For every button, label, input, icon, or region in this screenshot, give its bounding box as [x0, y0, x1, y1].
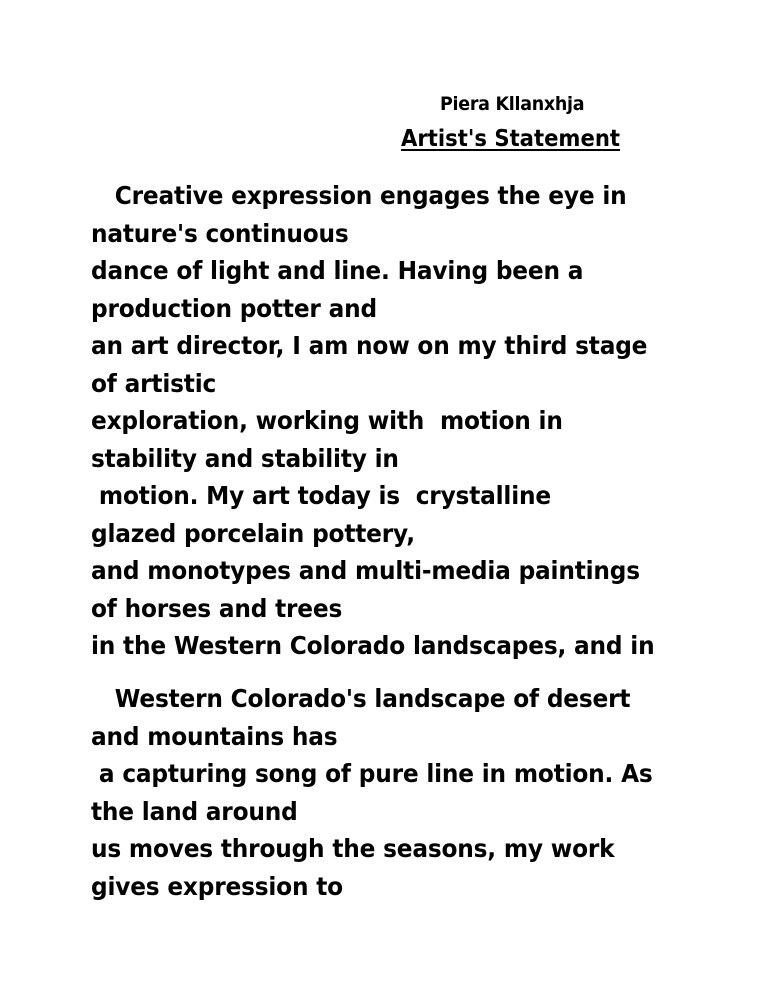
text-line: exploration, working with motion in — [91, 406, 563, 435]
text-line: of horses and trees — [91, 593, 343, 623]
author-name: Piera Kllanxhja — [440, 93, 585, 115]
text-line: Western Colorado's landscape of desert — [91, 684, 631, 713]
text-line: and mountains has — [91, 721, 338, 751]
paragraph-2 — [91, 680, 731, 905]
text-line: a capturing song of pure line in motion. As — [91, 759, 653, 788]
text-line: the land around — [91, 796, 298, 826]
text-line: stability and stability in — [91, 443, 399, 473]
text-line: production potter and — [91, 293, 377, 323]
text-line: an art director, I am now on my third stage — [91, 331, 648, 360]
paragraph-1 — [91, 177, 731, 665]
text-line: motion. My art today is crystalline — [91, 481, 551, 510]
text-line: nature's continuous — [91, 218, 349, 248]
text-line: in the Western Colorado landscapes, and in — [91, 631, 655, 660]
text-line: us moves through the seasons, my work — [91, 834, 615, 863]
text-line: of artistic — [91, 368, 217, 398]
text-line: dance of light and line. Having been a — [91, 256, 584, 285]
text-line: gives expression to — [91, 871, 343, 901]
text-line: glazed porcelain pottery, — [91, 518, 415, 548]
text-line: Creative expression engages the eye in — [91, 181, 627, 210]
text-line: and monotypes and multi-media paintings — [91, 556, 640, 585]
document-title: Artist's Statement — [401, 126, 621, 152]
